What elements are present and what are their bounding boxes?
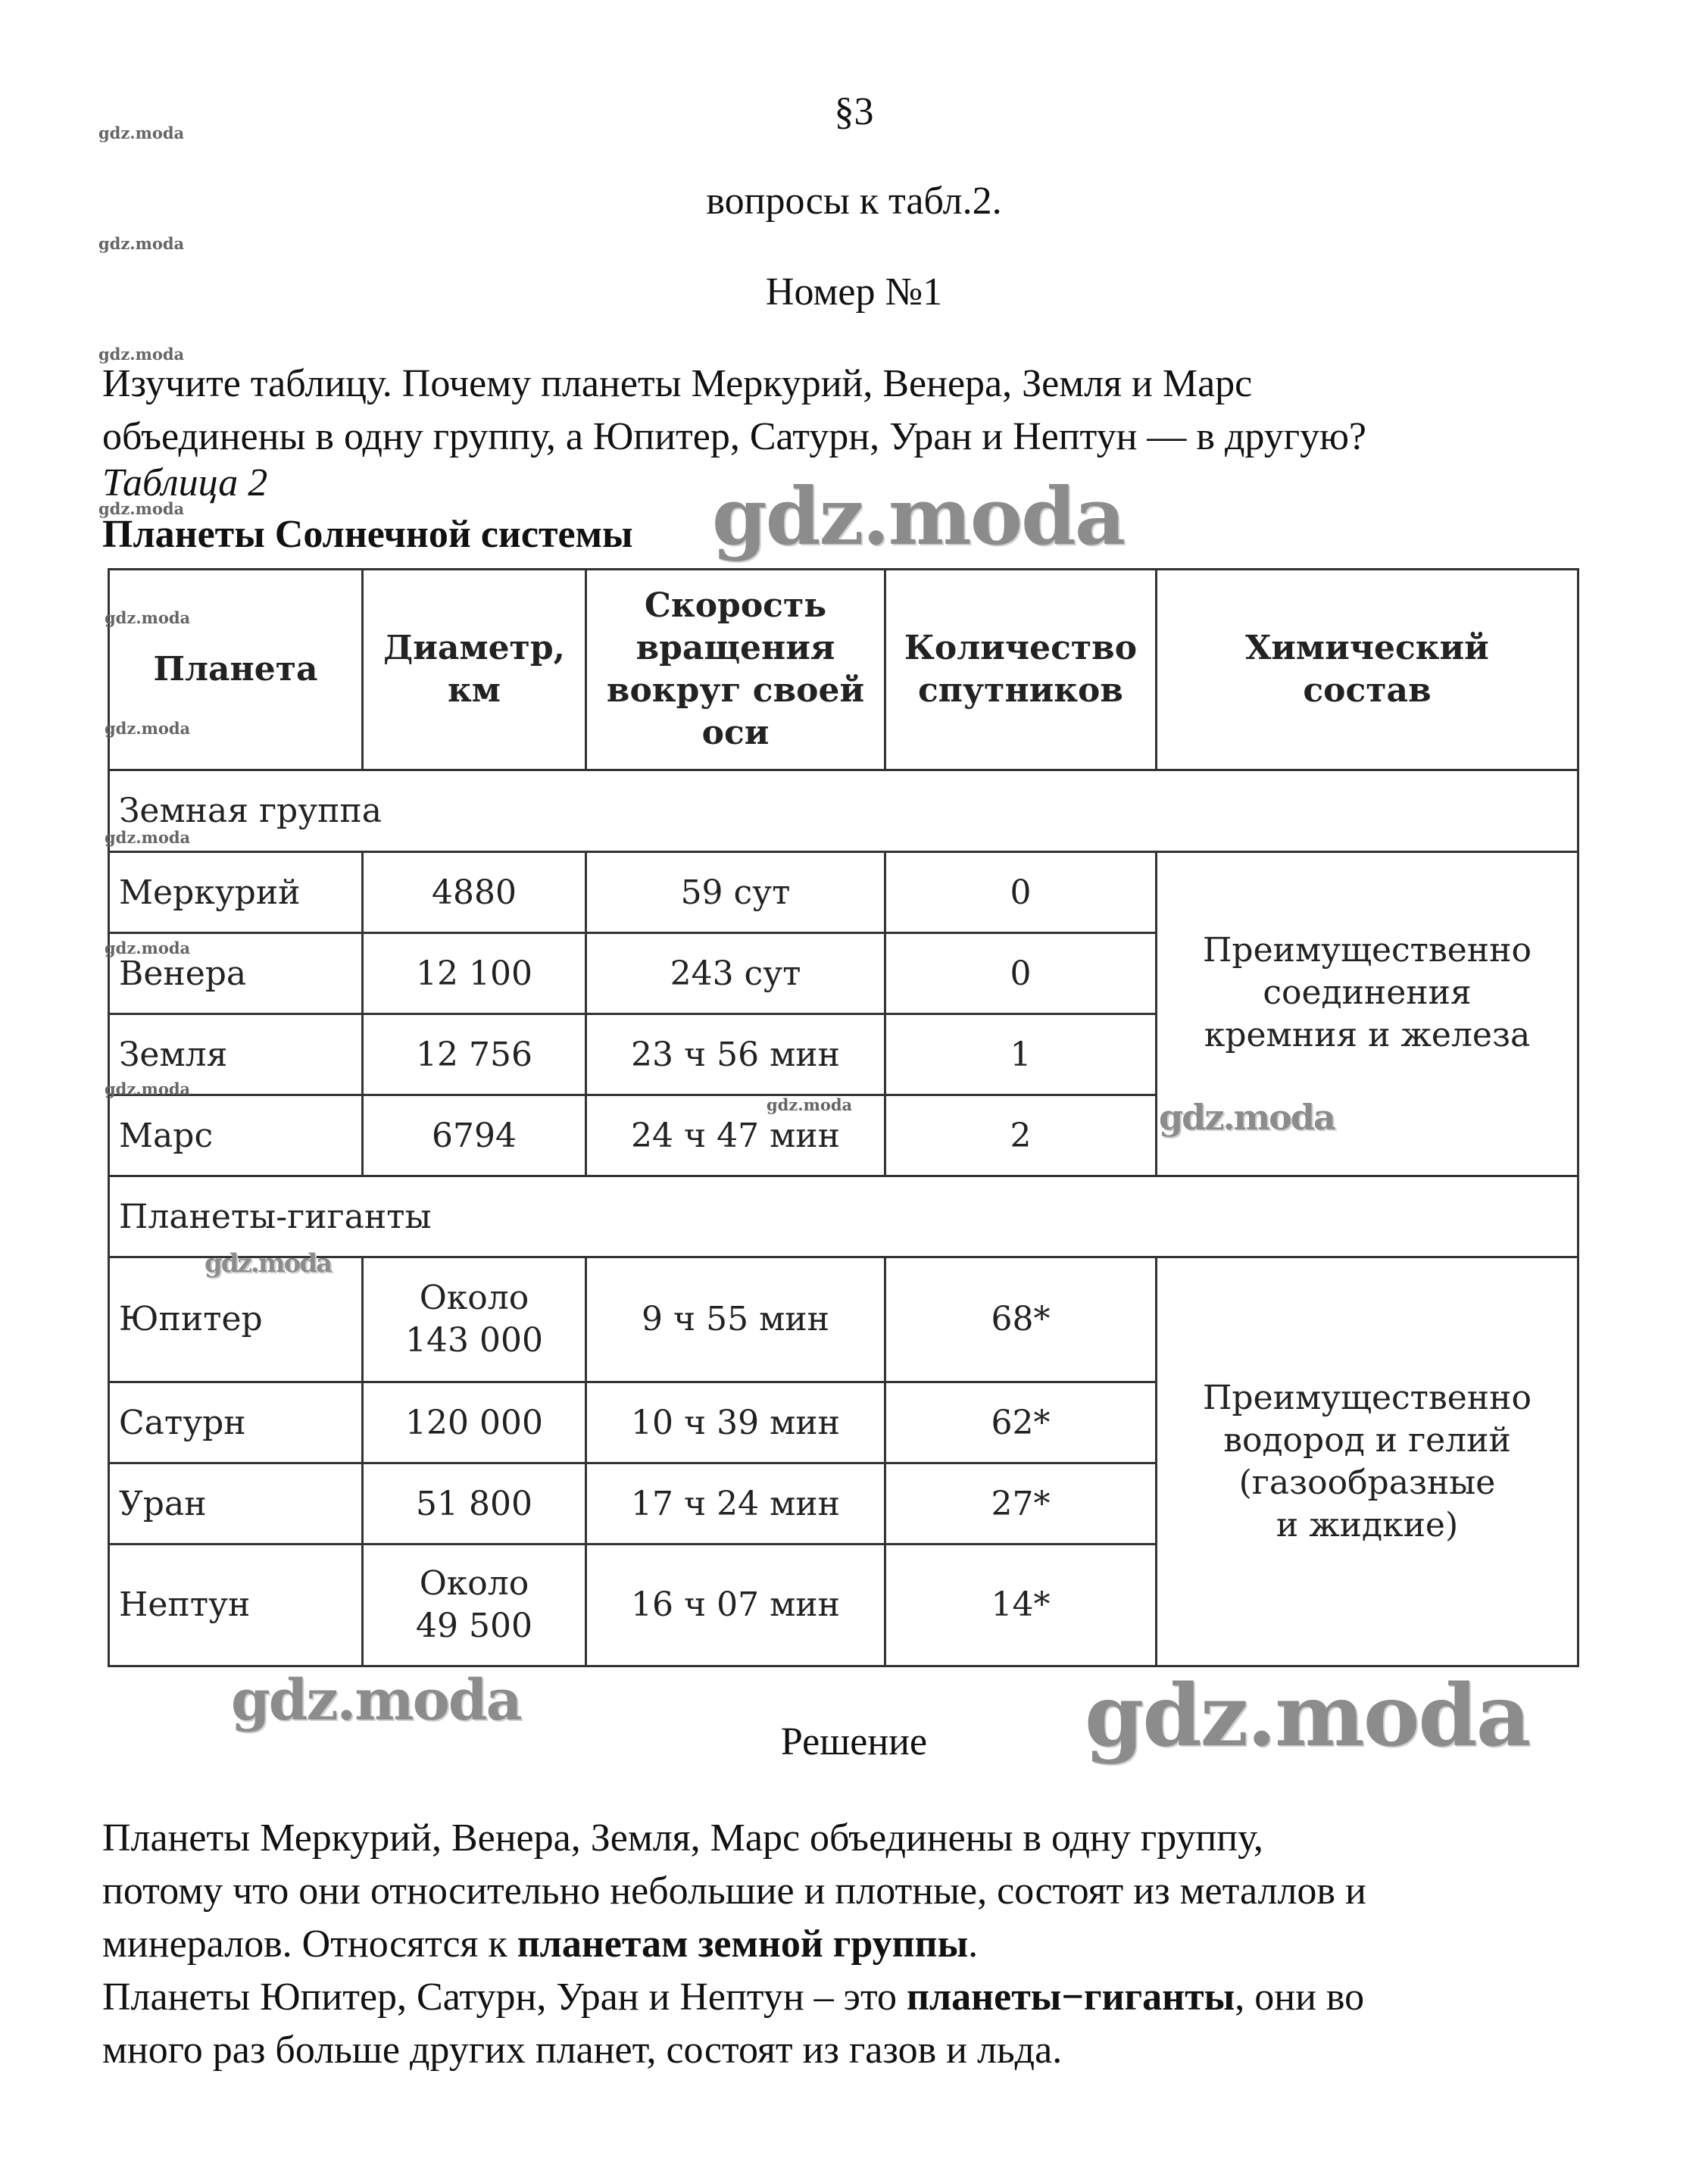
planet-rotation: 23 ч 56 мин <box>586 1014 885 1095</box>
watermark: gdz.moda <box>231 1668 521 1733</box>
planet-name: Марс <box>109 1095 363 1176</box>
watermark: gdz.moda <box>98 123 185 142</box>
planet-name: Уран <box>109 1463 363 1545</box>
planet-name: Сатурн <box>109 1382 363 1463</box>
planet-moons: 0 <box>885 852 1157 933</box>
solution-line: много раз больше других планет, состоят из газов и льда. <box>102 2029 1063 2072</box>
watermark: gdz.moda <box>105 608 191 627</box>
table-label: Таблица 2 <box>102 461 268 504</box>
planet-moons: 0 <box>885 933 1157 1014</box>
planet-diameter: 12 756 <box>363 1014 586 1095</box>
table-title: Планеты Солнечной системы <box>102 513 633 556</box>
planet-rotation: 24 ч 47 мин <box>586 1095 885 1176</box>
solution-text <box>102 1812 1617 2077</box>
header-chemistry: Химический состав <box>1157 570 1578 770</box>
solution-line: потому что они относительно небольшие и плотные, состоят из металлов и <box>102 1869 1366 1913</box>
planet-moons: 68* <box>885 1257 1157 1382</box>
chemistry-terrestrial: Преимущественно соединения кремния и железа <box>1157 852 1578 1176</box>
watermark: gdz.moda <box>98 499 185 518</box>
watermark: gdz.moda <box>1159 1097 1335 1138</box>
watermark: gdz.moda <box>767 1095 853 1114</box>
planet-rotation: 59 сут <box>586 852 885 933</box>
planet-moons: 14* <box>885 1545 1157 1666</box>
table-row <box>109 852 1578 933</box>
planet-name: Меркурий <box>109 852 363 933</box>
planet-diameter: Около 143 000 <box>363 1257 586 1382</box>
header-diameter: Диаметр, км <box>363 570 586 770</box>
task-number: Номер №1 <box>765 270 943 314</box>
planet-rotation: 16 ч 07 мин <box>586 1545 885 1666</box>
watermark: gdz.moda <box>105 828 191 847</box>
planet-diameter: 12 100 <box>363 933 586 1014</box>
planet-moons: 62* <box>885 1382 1157 1463</box>
solution-line: Планеты Юпитер, Сатурн, Уран и Нептун – это планеты−гиганты, они во <box>102 1976 1365 2019</box>
group-name: Планеты-гиганты <box>109 1176 1578 1257</box>
question-line-2: объединены в одну группу, а Юпитер, Сатурн, Уран и Нептун — в другую? <box>102 415 1367 458</box>
header-planet: Планета <box>109 570 363 770</box>
bold-term: планетам земной группы <box>517 1922 969 1966</box>
planet-rotation: 243 сут <box>586 933 885 1014</box>
watermark: gdz.moda <box>712 470 1125 563</box>
planet-diameter: Около 49 500 <box>363 1545 586 1666</box>
group-name: Земная группа <box>109 770 1578 852</box>
group-row-terrestrial <box>109 770 1578 852</box>
table-header-row <box>109 570 1578 770</box>
header-rotation: Скорость вращения вокруг своей оси <box>586 570 885 770</box>
watermark: gdz.moda <box>1085 1666 1530 1766</box>
solution-line: минералов. Относятся к планетам земной группы. <box>102 1922 979 1966</box>
question-text <box>102 358 1617 464</box>
watermark: gdz.moda <box>105 1079 191 1098</box>
planet-name: Нептун <box>109 1545 363 1666</box>
solution-line: Планеты Меркурий, Венера, Земля, Марс объединены в одну группу, <box>102 1816 1263 1860</box>
planet-diameter: 4880 <box>363 852 586 933</box>
planet-name: Земля <box>109 1014 363 1095</box>
watermark: gdz.moda <box>98 345 185 364</box>
planet-rotation: 9 ч 55 мин <box>586 1257 885 1382</box>
planet-diameter: 120 000 <box>363 1382 586 1463</box>
watermark: gdz.moda <box>205 1248 332 1279</box>
watermark: gdz.moda <box>105 719 191 738</box>
planet-name: Венера <box>109 933 363 1014</box>
planet-moons: 27* <box>885 1463 1157 1545</box>
planet-diameter: 6794 <box>363 1095 586 1176</box>
planet-rotation: 17 ч 24 мин <box>586 1463 885 1545</box>
planet-rotation: 10 ч 39 мин <box>586 1382 885 1463</box>
header-moons: Количество спутников <box>885 570 1157 770</box>
watermark: gdz.moda <box>105 939 191 957</box>
chemistry-giants: Преимущественно водород и гелий (газообразные и жидкие) <box>1157 1257 1578 1666</box>
solution-heading: Решение <box>780 1720 928 1763</box>
planet-name: Юпитер <box>109 1257 363 1382</box>
question-line-1: Изучите таблицу. Почему планеты Меркурий, Венера, Земля и Марс <box>102 362 1253 405</box>
planets-table <box>108 568 1579 1667</box>
subtitle: вопросы к табл.2. <box>706 180 1002 223</box>
planet-diameter: 51 800 <box>363 1463 586 1545</box>
planet-moons: 1 <box>885 1014 1157 1095</box>
planet-moons: 2 <box>885 1095 1157 1176</box>
group-row-giants <box>109 1176 1578 1257</box>
section-number: §3 <box>834 90 874 133</box>
watermark: gdz.moda <box>98 234 185 253</box>
bold-term: планеты−гиганты <box>907 1976 1235 2019</box>
